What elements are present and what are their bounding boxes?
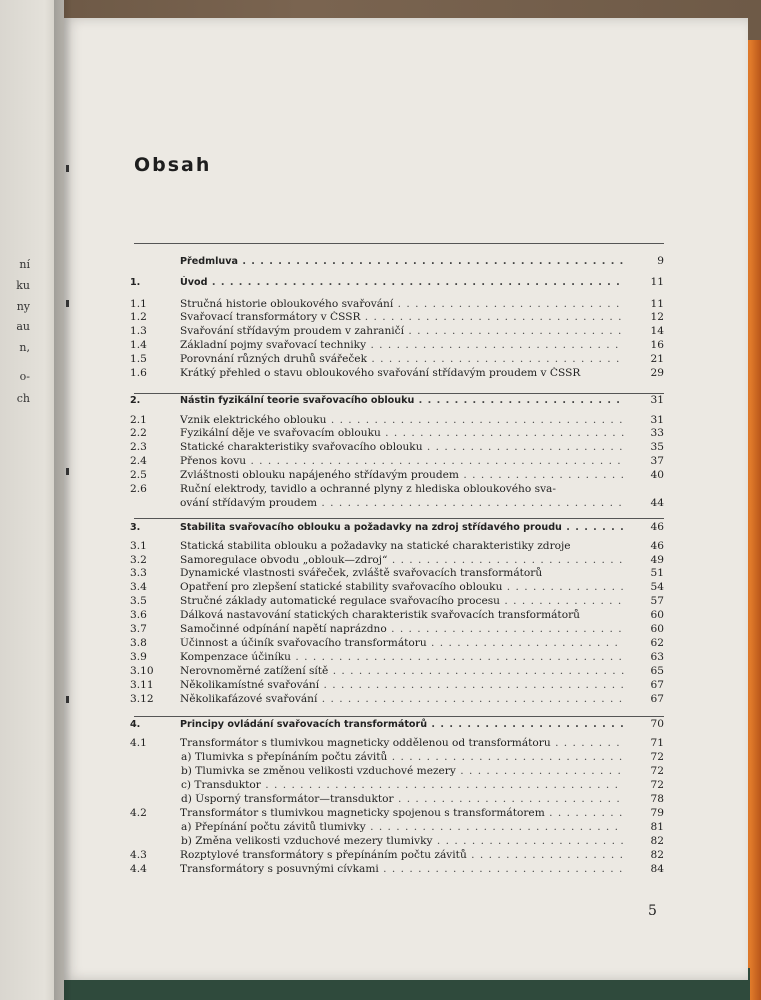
toc-entry-title: Svařovací transformátory v ČSSR . . .	[180, 311, 624, 324]
toc-entry-number: 1.3	[130, 325, 147, 337]
toc-entry-page: 84	[650, 863, 664, 875]
toc-entry-title: Předmluva . . .	[180, 255, 624, 268]
separator	[134, 518, 664, 519]
toc-entry-page: 63	[650, 651, 664, 663]
toc-entry-page: 82	[650, 835, 664, 847]
toc-entry	[130, 540, 664, 553]
toc-entry-page: 11	[650, 276, 664, 288]
toc-entry	[130, 793, 664, 806]
toc-entry-number: 3.10	[130, 665, 154, 677]
toc-entry-page: 78	[650, 793, 664, 805]
toc-entry-title: Dálková nastavování statických charakteristik svařovacích transformátorů	[180, 609, 580, 621]
toc-entry	[130, 863, 664, 876]
toc-entry	[130, 651, 664, 664]
toc-entry	[130, 665, 664, 678]
toc-entry-page: 62	[650, 637, 664, 649]
toc-entry-number: 3.7	[130, 623, 147, 635]
toc-entry	[130, 483, 664, 496]
toc-entry	[130, 849, 664, 862]
toc-entry-title: Statické charakteristiky svařovacího oblouku . . .	[180, 441, 624, 454]
toc-entry	[130, 623, 664, 636]
toc-entry-title: ování střídavým proudem . . .	[180, 497, 624, 510]
toc-entry-number: 4.	[130, 719, 141, 730]
toc-entry	[130, 497, 664, 510]
toc-entry-title: Vznik elektrického oblouku . . .	[180, 414, 624, 427]
toc-entry-title: Základní pojmy svařovací techniky . . .	[180, 339, 624, 352]
toc-entry-title: Zvláštnosti oblouku napájeného střídavým proudem . . .	[180, 469, 624, 482]
toc-entry-title: b) Změna velikosti vzduchové mezery tlumivky . . .	[181, 835, 624, 848]
toc-entry-title: Samoregulace obvodu „oblouk—zdroj“ . . .	[180, 554, 624, 567]
spine-shadow	[54, 0, 72, 1000]
toc-entry	[130, 567, 664, 580]
toc-entry-title: Dynamické vlastnosti svářeček, zvláště svařovacích transformátorů	[180, 567, 543, 579]
toc-entry-page: 14	[650, 325, 664, 337]
toc-entry-page: 46	[650, 521, 664, 533]
toc-entry-title: Krátký přehled o stavu obloukového svařování střídavým proudem v ČSSR	[180, 367, 581, 379]
toc-entry	[130, 595, 664, 608]
toc-entry-title: Principy ovládání svařovacích transformátorů . . .	[180, 718, 624, 731]
toc-entry-number: 4.4	[130, 863, 147, 875]
toc-entry-title: Transformátor s tlumivkou magneticky oddělenou od transformátoru . . .	[180, 737, 624, 750]
toc-entry-page: 51	[650, 567, 664, 579]
toc-entry	[130, 807, 664, 820]
margin-fragment: o-	[19, 370, 30, 383]
toc-entry	[130, 311, 664, 324]
toc-entry	[130, 835, 664, 848]
margin-fragment: ch	[16, 392, 30, 405]
toc-entry-number: 3.4	[130, 581, 147, 593]
toc-entry-number: 2.4	[130, 455, 147, 467]
toc-entry-title: Statická stabilita oblouku a požadavky na statické charakteristiky zdroje	[180, 540, 571, 552]
toc-entry-page: 11	[650, 298, 664, 310]
toc-entry-title: Opatření pro zlepšení statické stability svařovacího oblouku . . .	[180, 581, 624, 594]
toc-entry-page: 31	[650, 414, 664, 426]
toc-entry-title: Transformátor s tlumivkou magneticky spojenou s transformátorem . . .	[180, 807, 624, 820]
toc-entry	[130, 679, 664, 692]
toc-entry-number: 4.1	[130, 737, 147, 749]
toc-entry-title: Stabilita svařovacího oblouku a požadavky na zdroj střídavého proudu . . .	[180, 521, 624, 534]
toc-entry-number: 1.	[130, 277, 141, 288]
toc-entry-page: 79	[650, 807, 664, 819]
toc-entry	[130, 779, 664, 792]
toc-entry-page: 40	[650, 469, 664, 481]
toc-entry-number: 3.12	[130, 693, 154, 705]
toc-entry-title: Transformátory s posuvnými cívkami . . .	[180, 863, 624, 876]
margin-mark	[66, 165, 69, 172]
toc-entry	[130, 609, 664, 622]
toc-entry-page: 72	[650, 779, 664, 791]
toc-entry-title: Svařování střídavým proudem v zahraničí . . .	[180, 325, 624, 338]
toc-entry-page: 33	[650, 427, 664, 439]
toc-entry-page: 9	[657, 255, 664, 267]
toc-entry	[130, 751, 664, 764]
toc-entry	[130, 367, 664, 380]
toc-entry	[130, 581, 664, 594]
toc-entry-page: 71	[650, 737, 664, 749]
margin-fragment: au	[16, 320, 30, 333]
toc-entry	[130, 394, 664, 407]
toc-entry-title: a) Přepínání počtu závitů tlumivky . . .	[181, 821, 624, 834]
toc-entry	[130, 554, 664, 567]
toc-entry	[130, 469, 664, 482]
toc-entry-page: 49	[650, 554, 664, 566]
toc-entry-page: 35	[650, 441, 664, 453]
toc-entry-title: Přenos kovu . . .	[180, 455, 624, 468]
toc-entry-title: Nerovnoměrné zatížení sítě . . .	[180, 665, 624, 678]
toc-entry	[130, 765, 664, 778]
toc-entry	[130, 521, 664, 534]
toc-entry	[130, 637, 664, 650]
toc-entry-page: 44	[650, 497, 664, 509]
toc-entry	[130, 339, 664, 352]
toc-entry	[130, 737, 664, 750]
toc-entry-page: 70	[650, 718, 664, 730]
toc-entry-number: 4.3	[130, 849, 147, 861]
toc-entry-page: 60	[650, 609, 664, 621]
toc-entry	[130, 414, 664, 427]
toc-entry-number: 2.5	[130, 469, 147, 481]
toc-entry-page: 67	[650, 679, 664, 691]
toc-entry-number: 3.8	[130, 637, 147, 649]
toc-entry-page: 67	[650, 693, 664, 705]
toc-entry-number: 2.1	[130, 414, 147, 426]
separator	[134, 716, 664, 717]
toc-entry-page: 37	[650, 455, 664, 467]
toc-entry-page: 29	[650, 367, 664, 379]
toc-entry-title: Kompenzace účiníku . . .	[180, 651, 624, 664]
toc-entry-page: 72	[650, 751, 664, 763]
toc-entry-title: Nástin fyzikální teorie svařovacího oblouku . . .	[180, 394, 624, 407]
toc-entry	[130, 427, 664, 440]
toc-entry-title: Několikamístné svařování . . .	[180, 679, 624, 692]
toc-entry-number: 3.6	[130, 609, 147, 621]
page-title: Obsah	[134, 154, 212, 176]
toc-entry-page: 81	[650, 821, 664, 833]
toc-entry-title: Účinnost a účiník svařovacího transformátoru . . .	[180, 637, 624, 650]
page-number: 5	[648, 903, 657, 919]
toc-entry-title: c) Transduktor . . .	[181, 779, 624, 792]
toc-entry-number: 2.	[130, 395, 141, 406]
toc-entry-page: 12	[650, 311, 664, 323]
toc-entry-number: 3.9	[130, 651, 147, 663]
toc-entry-number: 3.3	[130, 567, 147, 579]
margin-fragment: ní	[19, 258, 30, 271]
toc-entry-page: 46	[650, 540, 664, 552]
toc-entry-title: b) Tlumivka se změnou velikosti vzduchové mezery . . .	[181, 765, 624, 778]
toc-entry-page: 82	[650, 849, 664, 861]
margin-mark	[66, 696, 69, 703]
toc-entry	[130, 441, 664, 454]
toc-entry-title: Rozptylové transformátory s přepínáním počtu závitů . . .	[180, 849, 624, 862]
margin-fragment: ku	[16, 279, 30, 292]
toc-entry-number: 1.1	[130, 298, 147, 310]
toc-entry-title: Stručné základy automatické regulace svařovacího procesu . . .	[180, 595, 624, 608]
toc-entry	[130, 255, 664, 268]
toc-entry	[130, 821, 664, 834]
toc-entry-number: 3.	[130, 522, 141, 533]
toc-entry	[130, 718, 664, 731]
margin-mark	[66, 468, 69, 475]
toc-entry-page: 16	[650, 339, 664, 351]
toc-entry-title: Samočinné odpínání napětí naprázdno . . .	[180, 623, 624, 636]
toc-entry-title: Fyzikální děje ve svařovacím oblouku . . .	[180, 427, 624, 440]
margin-mark	[66, 300, 69, 307]
margin-fragment: n,	[19, 341, 30, 354]
toc-entry-page: 72	[650, 765, 664, 777]
toc-entry-number: 2.3	[130, 441, 147, 453]
toc-entry-page: 65	[650, 665, 664, 677]
toc-entry	[130, 455, 664, 468]
toc-entry-page: 60	[650, 623, 664, 635]
toc-entry-number: 1.2	[130, 311, 147, 323]
toc-entry-page: 54	[650, 581, 664, 593]
margin-fragment: ny	[16, 300, 30, 313]
toc-entry	[130, 298, 664, 311]
toc-entry-title: Stručná historie obloukového svařování . . .	[180, 298, 624, 311]
toc-entry-number: 2.2	[130, 427, 147, 439]
toc-entry	[130, 693, 664, 706]
toc-entry-number: 2.6	[130, 483, 147, 495]
toc-entry-title: Ruční elektrody, tavidlo a ochranné plyny z hlediska obloukového sva-	[180, 483, 556, 495]
toc-entry-page: 57	[650, 595, 664, 607]
toc-entry-title: Několikafázové svařování . . .	[180, 693, 624, 706]
toc-entry-title: Porovnání různých druhů svářeček . . .	[180, 353, 624, 366]
toc-entry-number: 4.2	[130, 807, 147, 819]
toc-entry-title: a) Tlumivka s přepínáním počtu závitů . . .	[181, 751, 624, 764]
toc-entry-number: 3.11	[130, 679, 154, 691]
separator	[134, 243, 664, 244]
toc-entry-number: 3.1	[130, 540, 147, 552]
toc-entry-number: 1.4	[130, 339, 147, 351]
toc-entry-number: 3.5	[130, 595, 147, 607]
toc-entry-page: 21	[650, 353, 664, 365]
toc-entry-number: 1.6	[130, 367, 147, 379]
toc-entry-number: 3.2	[130, 554, 147, 566]
toc-entry	[130, 353, 664, 366]
toc-entry-title: Úvod . . .	[180, 276, 624, 289]
toc-entry-page: 31	[650, 394, 664, 406]
toc-entry-number: 1.5	[130, 353, 147, 365]
toc-entry	[130, 276, 664, 289]
toc-entry-title: d) Úsporný transformátor—transduktor . . .	[181, 793, 624, 806]
toc-entry	[130, 325, 664, 338]
